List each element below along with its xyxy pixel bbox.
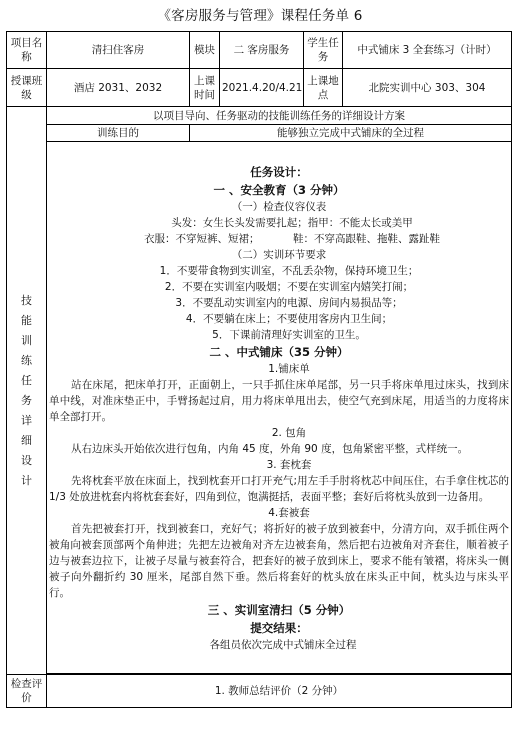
task-table — [6, 31, 512, 708]
row-project — [7, 32, 512, 69]
section-bed-making-heading: 二 、中式铺床（35 分钟） — [209, 344, 349, 359]
step-corner-text: 从右边床头开始依次进行包角，内角 45 度，外角 90 度，包角紧密平整，式样统一。 — [71, 442, 469, 455]
class-time-value: 2021.4.20/4.21 — [220, 69, 304, 107]
module-label: 模块 — [190, 32, 220, 69]
submit-result-heading: 提交结果： — [250, 620, 308, 635]
task-design-content — [47, 142, 512, 674]
check-evaluation-item: 1. 教师总结评价（2 分钟） — [47, 675, 512, 708]
appearance-rule-hair: 头发：女生长头发需要扎起；指甲：不能太长或美甲 — [171, 216, 413, 229]
class-value: 酒店 2031、2032 — [47, 69, 190, 107]
appearance-rule-clothes: 衣服：不穿短裤、短裙； 鞋：不穿高跟鞋、拖鞋、露趾鞋 — [144, 232, 440, 245]
task-design-heading: 任务设计： — [250, 164, 308, 179]
subsection-training-rules: （二）实训环节要求 — [231, 248, 327, 261]
subsection-appearance: （一）检查仪容仪表 — [231, 200, 327, 213]
class-label: 授课班级 — [7, 69, 47, 107]
step-sheet-heading: 1.铺床单 — [268, 362, 310, 375]
row-task-design — [7, 142, 512, 674]
step-duvet-heading: 4.套被套 — [268, 506, 310, 519]
row-class — [7, 69, 512, 107]
step-duvet-text: 首先把被套打开，找到被套口，充好气；将折好的被子放到被套中，分清方向，双手抓住两个被角向被套顶部两个角伸进；先把左边被角对齐左边被套角，然后把右边被角对齐套住，顺着被子边与被套边拉下，让被子尽量与被套符合，把套好的被子放到床上，要求不能有皱褶，将床头一侧被子向外翻折约 30 厘米，尾部自然下垂。然后将套好的枕头放在床头正中间，枕头边与床头平行。 — [49, 522, 510, 599]
step-pillowcase-text: 先将枕套平放在床面上，找到枕套开口打开充气;用左手手肘将枕芯中间压住，右手拿住枕芯的 1/3 处放进枕套内将枕套套好，四角到位，饱满挺括，表面平整；套好后将枕头放到一边备用。 — [49, 474, 510, 503]
section-cleanup-heading: 三 、实训室清扫（5 分钟） — [207, 602, 351, 617]
submit-result-text: 各组员依次完成中式铺床全过程 — [209, 638, 357, 651]
row-check — [7, 675, 512, 708]
design-header: 以项目导向、任务驱动的技能训练任务的详细设计方案 — [47, 107, 512, 125]
training-rule-item: 3．不要乱动实训室内的电源、房间内易损品等； — [175, 296, 403, 309]
step-sheet-text: 站在床尾，把床单打开，正面朝上，一只手抓住床单尾部，另一只手将床单甩过床头，找到床单中线，对准床垫正中，手臂扬起过肩，用力将床单甩出去，使空气充到床尾，用适当的力度将床单全部打开。 — [49, 378, 510, 423]
project-name-label: 项目名称 — [7, 32, 47, 69]
class-place-value: 北院实训中心 303、304 — [343, 69, 512, 107]
class-place-label: 上课地点 — [304, 69, 343, 107]
training-rule-item: 1．不要带食物到实训室，不乱丢杂物，保持环境卫生； — [159, 264, 419, 277]
training-rule-item: 2．不要在实训室内吸烟；不要在实训室内嬉笑打闹； — [164, 280, 414, 293]
section-safety-heading: 一 、安全教育（3 分钟） — [213, 182, 345, 197]
step-corner-heading: 2. 包角 — [271, 426, 307, 439]
step-pillowcase-heading: 3. 套枕套 — [266, 458, 312, 471]
training-rule-item: 5．下课前清理好实训室的卫生。 — [212, 328, 366, 341]
class-time-label: 上课时间 — [190, 69, 220, 107]
document-title: 《客房服务与管理》课程任务单 6 — [157, 8, 363, 24]
module-value: 二 客房服务 — [220, 32, 304, 69]
check-evaluation-label: 检查评价 — [7, 675, 47, 708]
training-goal-value: 能够独立完成中式铺床的全过程 — [190, 125, 512, 142]
row-design-header — [7, 107, 512, 125]
project-name-value: 清扫住客房 — [47, 32, 190, 69]
row-goal — [7, 125, 512, 142]
training-goal-label: 训练目的 — [47, 125, 190, 142]
training-rule-item: 4．不要躺在床上；不要使用客房内卫生间； — [185, 312, 393, 325]
student-task-value: 中式铺床 3 全套练习（计时） — [343, 32, 512, 69]
student-task-label: 学生任务 — [304, 32, 343, 69]
skill-task-side-label: 技能训练任务详细设计 — [7, 107, 47, 675]
